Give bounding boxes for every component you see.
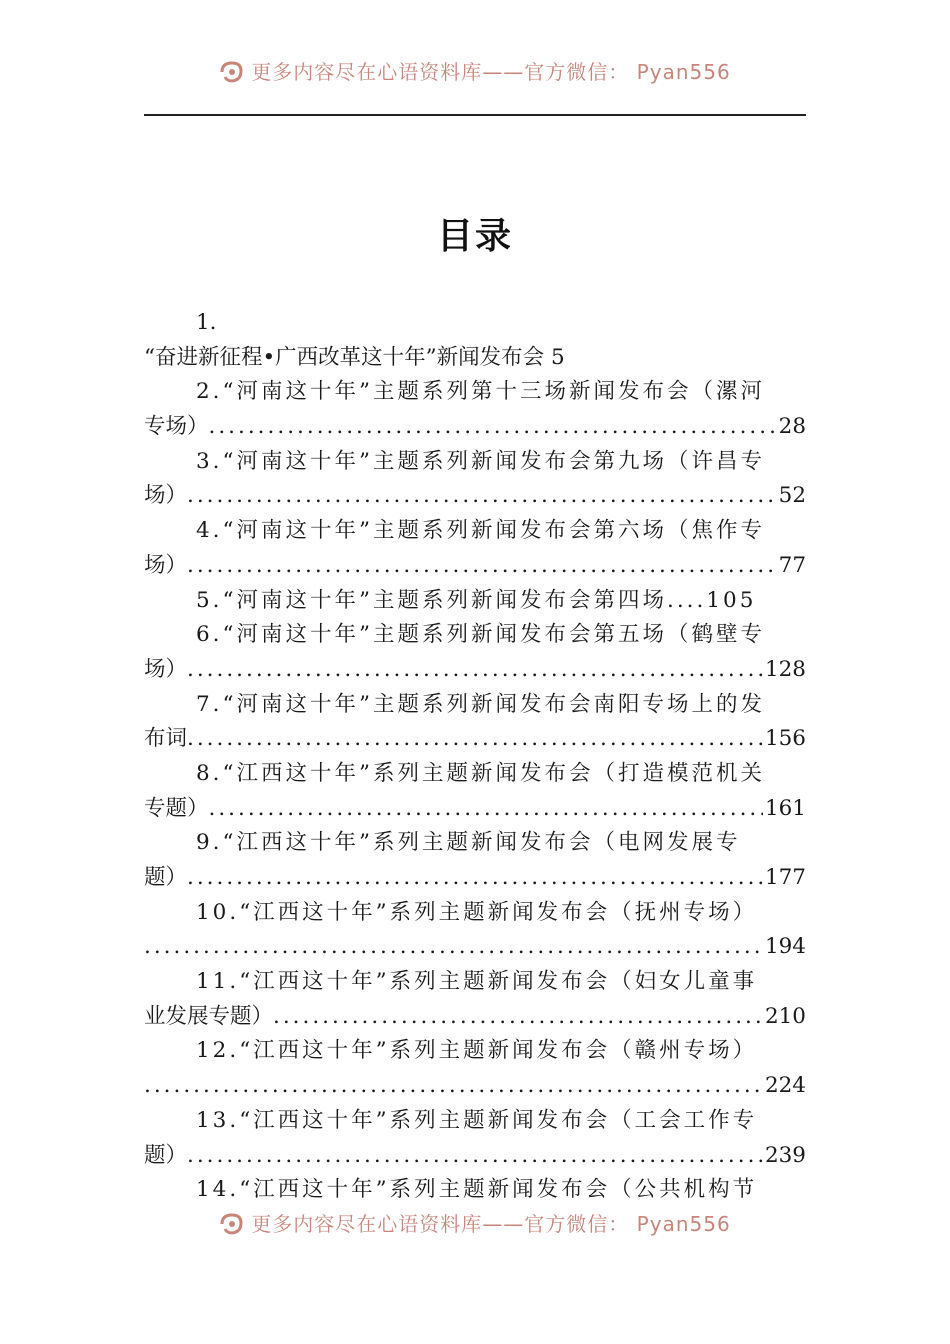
toc-entry-text: “奋进新征程•广西改革这十年”新闻发布会 5 <box>144 344 565 370</box>
toc-entry-9[interactable] <box>144 826 806 861</box>
toc-entry-6-cont[interactable] <box>144 653 806 688</box>
toc-entry-6[interactable] <box>144 618 806 653</box>
toc-entry-text: 7.“河南这十年”主题系列新闻发布会南阳专场上的发 <box>196 691 765 717</box>
leader-dots <box>187 722 763 757</box>
toc-entry-4[interactable] <box>144 514 806 549</box>
toc-entry-11-cont[interactable] <box>144 1000 806 1035</box>
leader-dots <box>187 479 777 514</box>
leader-dots <box>144 930 763 965</box>
page-number: 210 <box>764 1003 806 1029</box>
leader-dots <box>187 861 763 896</box>
toc-entry-14[interactable] <box>144 1173 806 1208</box>
toc-entry-10-cont[interactable] <box>144 930 806 965</box>
page-title: 目录 <box>436 216 513 257</box>
toc-entry-1-number[interactable] <box>144 306 806 341</box>
page-number: 161 <box>764 795 806 821</box>
toc-entry-2-cont[interactable] <box>144 410 806 445</box>
toc-entry-1-title[interactable] <box>144 341 806 376</box>
toc-entry-text: 9.“江西这十年”系列主题新闻发布会（电网发展专 <box>196 830 741 856</box>
leader-dots <box>144 1069 763 1104</box>
toc-entry-text: 专题） <box>144 795 209 821</box>
leader-dots <box>187 653 763 688</box>
toc-entry-8[interactable] <box>144 757 806 792</box>
toc-entry-text: 场） <box>144 552 188 578</box>
toc-entry-text: 2.“河南这十年”主题系列第十三场新闻发布会（漯河 <box>196 379 765 405</box>
page-number: 239 <box>764 1142 806 1168</box>
leader-dots <box>209 792 763 827</box>
page-number: 28 <box>778 414 806 440</box>
toc-entry-text: 1. <box>196 310 217 335</box>
toc-entry-text: 10.“江西这十年”系列主题新闻发布会（抚州专场） <box>196 899 758 925</box>
toc-entry-text: 题） <box>144 1142 188 1168</box>
toc-entry-text: 业发展专题） <box>144 1003 274 1029</box>
toc-entry-4-cont[interactable] <box>144 549 806 584</box>
toc-entry-13-cont[interactable] <box>144 1139 806 1174</box>
toc-entry-text: 6.“河南这十年”主题系列新闻发布会第五场（鹤壁专 <box>196 622 765 648</box>
table-of-contents <box>144 306 806 1208</box>
toc-entry-13[interactable] <box>144 1104 806 1139</box>
page-number: 52 <box>778 483 806 509</box>
toc-entry-text: 13.“江西这十年”系列主题新闻发布会（工会工作专 <box>196 1107 758 1133</box>
toc-entry-text: 12.“江西这十年”系列主题新闻发布会（赣州专场） <box>196 1038 758 1064</box>
header-watermark-text: 更多内容尽在心语资料库——官方微信： Pyan556 <box>251 60 731 84</box>
toc-entry-text: 11.“江西这十年”系列主题新闻发布会（妇女儿童事 <box>196 969 758 995</box>
page-number: 156 <box>764 726 806 752</box>
toc-entry-text: 布词 <box>144 726 188 752</box>
toc-entry-3[interactable] <box>144 445 806 480</box>
toc-entry-12-cont[interactable] <box>144 1069 806 1104</box>
toc-entry-text: 3.“河南这十年”主题系列新闻发布会第九场（许昌专 <box>196 448 765 474</box>
toc-entry-text: 场） <box>144 483 188 509</box>
toc-entry-7-cont[interactable] <box>144 722 806 757</box>
page-number: 77 <box>778 552 806 578</box>
toc-entry-11[interactable] <box>144 965 806 1000</box>
leader-dots <box>187 1139 763 1174</box>
leader-dots <box>273 1000 763 1035</box>
toc-entry-5[interactable] <box>144 584 806 619</box>
toc-entry-2[interactable] <box>144 375 806 410</box>
toc-entry-8-cont[interactable] <box>144 792 806 827</box>
leader-dots <box>209 410 777 445</box>
page-number: 194 <box>764 934 806 960</box>
page-number: 224 <box>764 1073 806 1099</box>
leader-dots <box>187 549 777 584</box>
toc-entry-text: 8.“江西这十年”系列主题新闻发布会（打造模范机关 <box>196 760 765 786</box>
toc-entry-9-cont[interactable] <box>144 861 806 896</box>
toc-entry-10[interactable] <box>144 896 806 931</box>
toc-entry-text: 场） <box>144 656 188 682</box>
toc-entry-3-cont[interactable] <box>144 479 806 514</box>
watermark-logo-icon <box>219 60 245 84</box>
footer-watermark-text: 更多内容尽在心语资料库——官方微信： Pyan556 <box>251 1212 731 1236</box>
header-rule <box>144 114 806 116</box>
watermark-logo-icon <box>219 1212 245 1236</box>
toc-entry-7[interactable] <box>144 688 806 723</box>
footer-watermark <box>0 1208 950 1237</box>
toc-entry-text: 题） <box>144 865 188 890</box>
page-number: 128 <box>764 656 806 682</box>
toc-entry-text: 14.“江西这十年”系列主题新闻发布会（公共机构节 <box>196 1177 758 1203</box>
header-watermark <box>0 56 950 85</box>
toc-entry-12[interactable] <box>144 1034 806 1069</box>
page-number: 177 <box>764 865 806 890</box>
toc-entry-text: 4.“河南这十年”主题系列新闻发布会第六场（焦作专 <box>196 518 765 544</box>
toc-entry-text: 5.“河南这十年”主题系列新闻发布会第四场....105 <box>196 587 757 613</box>
toc-entry-text: 专场） <box>144 414 209 440</box>
